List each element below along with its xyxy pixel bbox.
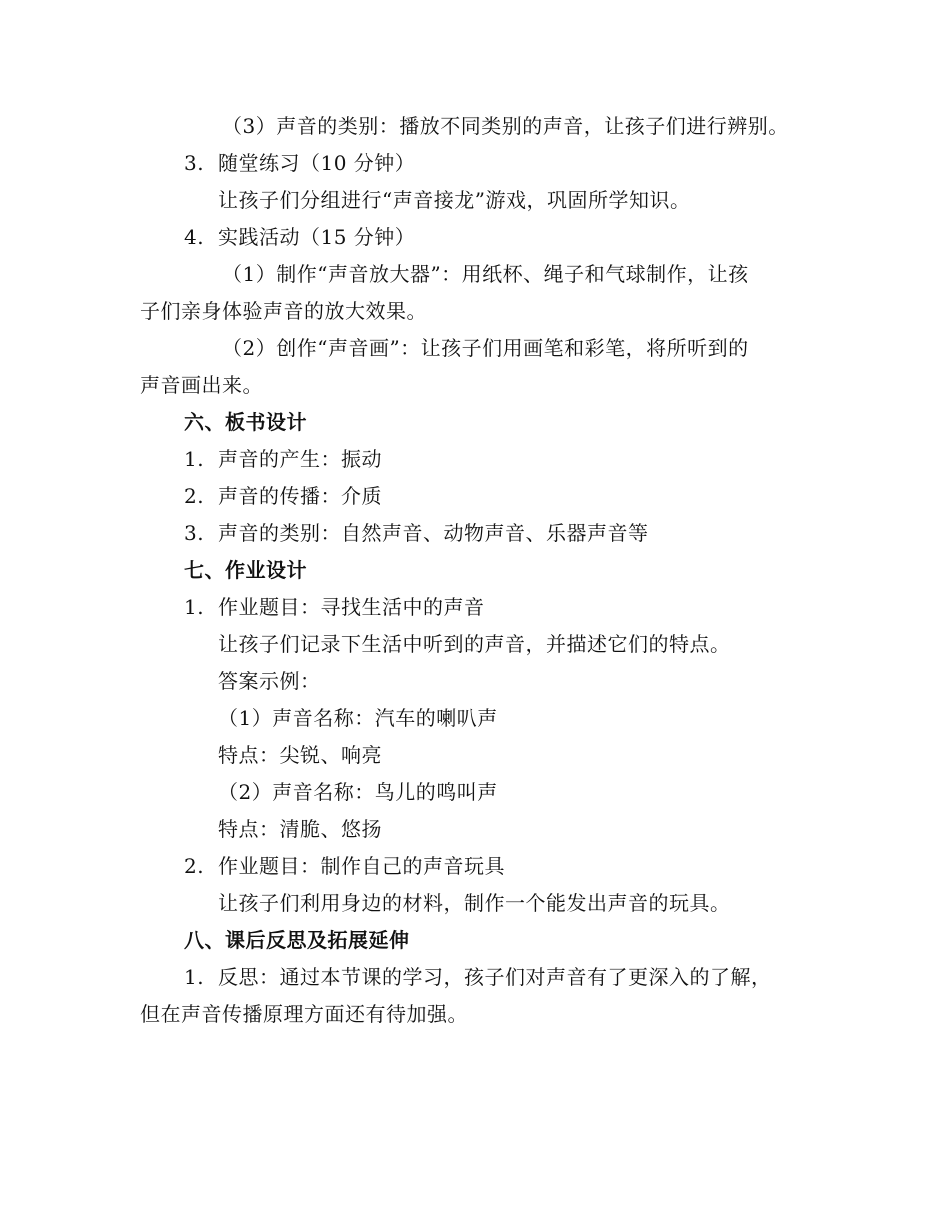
- homework-1-number: 1.: [184, 595, 205, 619]
- section6-item-2: [184, 482, 382, 510]
- activity-part3: （3）声音的类别：播放不同类别的声音，让孩子们进行辨别。: [222, 114, 789, 138]
- section6-item-1: [184, 445, 382, 473]
- homework-1: [184, 593, 485, 621]
- step4-item2-line1: （2）创作“声音画”：让孩子们用画笔和彩笔，将所听到的: [222, 336, 749, 360]
- reflection-item-1: [184, 963, 772, 991]
- reflection-item-1-number: 1.: [184, 965, 205, 989]
- section6-item-3-number: 3.: [184, 521, 205, 545]
- homework-1-text: 作业题目：寻找生活中的声音: [218, 595, 485, 619]
- step4-item2-line2: 声音画出来。: [140, 373, 263, 397]
- section7-title: 七、作业设计: [184, 558, 307, 582]
- step3-number: 3.: [184, 151, 205, 175]
- reflection-item-1-line2: 但在声音传播原理方面还有待加强。: [140, 1002, 468, 1026]
- section6-item-3-text: 声音的类别：自然声音、动物声音、乐器声音等: [218, 521, 649, 545]
- section6-item-2-number: 2.: [184, 484, 205, 508]
- homework-2-number: 2.: [184, 854, 205, 878]
- example-1-name: （1）声音名称：汽车的喇叭声: [218, 706, 498, 730]
- step4-number: 4.: [184, 225, 205, 249]
- reflection-item-1-text: 反思：通过本节课的学习，孩子们对声音有了更深入的了解，: [218, 965, 772, 989]
- section6-item-2-text: 声音的传播：介质: [218, 484, 382, 508]
- step3-heading: [184, 149, 415, 177]
- homework-1-description: 让孩子们记录下生活中听到的声音，并描述它们的特点。: [218, 632, 731, 656]
- step4-heading: [184, 223, 415, 251]
- step4-text: 实践活动（15 分钟）: [218, 225, 416, 249]
- homework-2: [184, 852, 505, 880]
- step3-detail: 让孩子们分组进行“声音接龙”游戏，巩固所学知识。: [218, 188, 691, 212]
- section6-title: 六、板书设计: [184, 410, 307, 434]
- homework-2-text: 作业题目：制作自己的声音玩具: [218, 854, 505, 878]
- section6-item-1-text: 声音的产生：振动: [218, 447, 382, 471]
- step4-item1-line1: （1）制作“声音放大器”：用纸杯、绳子和气球制作，让孩: [222, 262, 749, 286]
- example-1-feature: 特点：尖锐、响亮: [218, 743, 382, 767]
- example-2-name: （2）声音名称：鸟儿的鸣叫声: [218, 780, 498, 804]
- example-2-feature: 特点：清脆、悠扬: [218, 817, 382, 841]
- section6-item-1-number: 1.: [184, 447, 205, 471]
- answer-example-label: 答案示例：: [218, 669, 321, 693]
- homework-2-description: 让孩子们利用身边的材料，制作一个能发出声音的玩具。: [218, 891, 731, 915]
- section6-item-3: [184, 519, 649, 547]
- step3-text: 随堂练习（10 分钟）: [218, 151, 416, 175]
- section8-title: 八、课后反思及拓展延伸: [184, 928, 410, 952]
- step4-item1-line2: 子们亲身体验声音的放大效果。: [140, 299, 427, 323]
